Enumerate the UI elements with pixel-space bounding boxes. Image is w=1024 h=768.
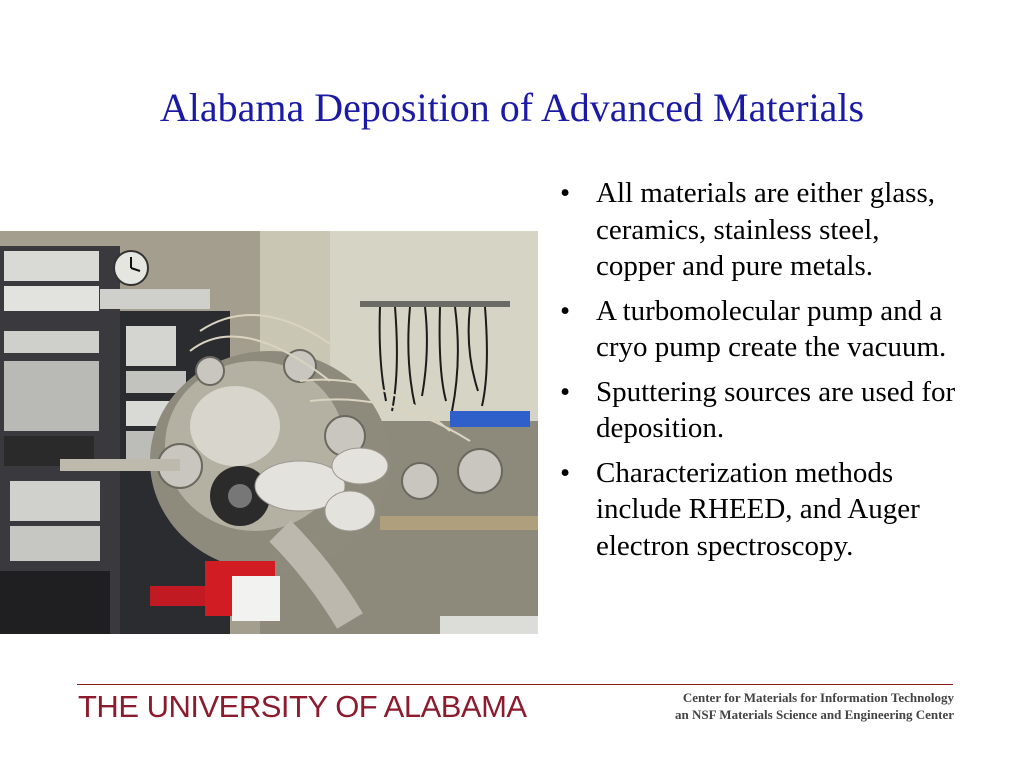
center-line-1: Center for Materials for Information Technology (682, 690, 954, 705)
center-line-2: an NSF Materials Science and Engineering Center (675, 707, 954, 722)
footer-divider (77, 684, 953, 685)
bullet-item (560, 374, 960, 447)
bullet-item (560, 175, 960, 285)
bullet-text: All materials are either glass, ceramics, stainless steel, copper and pure metals. (596, 177, 936, 282)
bullet-glyph: • (560, 177, 571, 209)
bullet-text: Characterization methods include RHEED, and Auger electron spectroscopy. (596, 456, 920, 562)
bullet-text: A turbomolecular pump and a cryo pump create the vacuum. (596, 294, 947, 363)
bullet-item (560, 455, 960, 565)
bullet-text: Sputtering sources are used for deposition. (596, 375, 956, 444)
bullet-glyph: • (560, 294, 571, 327)
bullet-item (560, 293, 960, 366)
center-caption (675, 689, 954, 723)
bullet-list (560, 175, 960, 572)
bullet-glyph: • (560, 375, 571, 408)
lab-equipment-photo (0, 231, 538, 634)
slide-title: Alabama Deposition of Advanced Materials (159, 85, 865, 130)
bullet-glyph: • (560, 456, 571, 489)
university-wordmark: THE UNIVERSITY OF ALABAMA (78, 689, 527, 724)
